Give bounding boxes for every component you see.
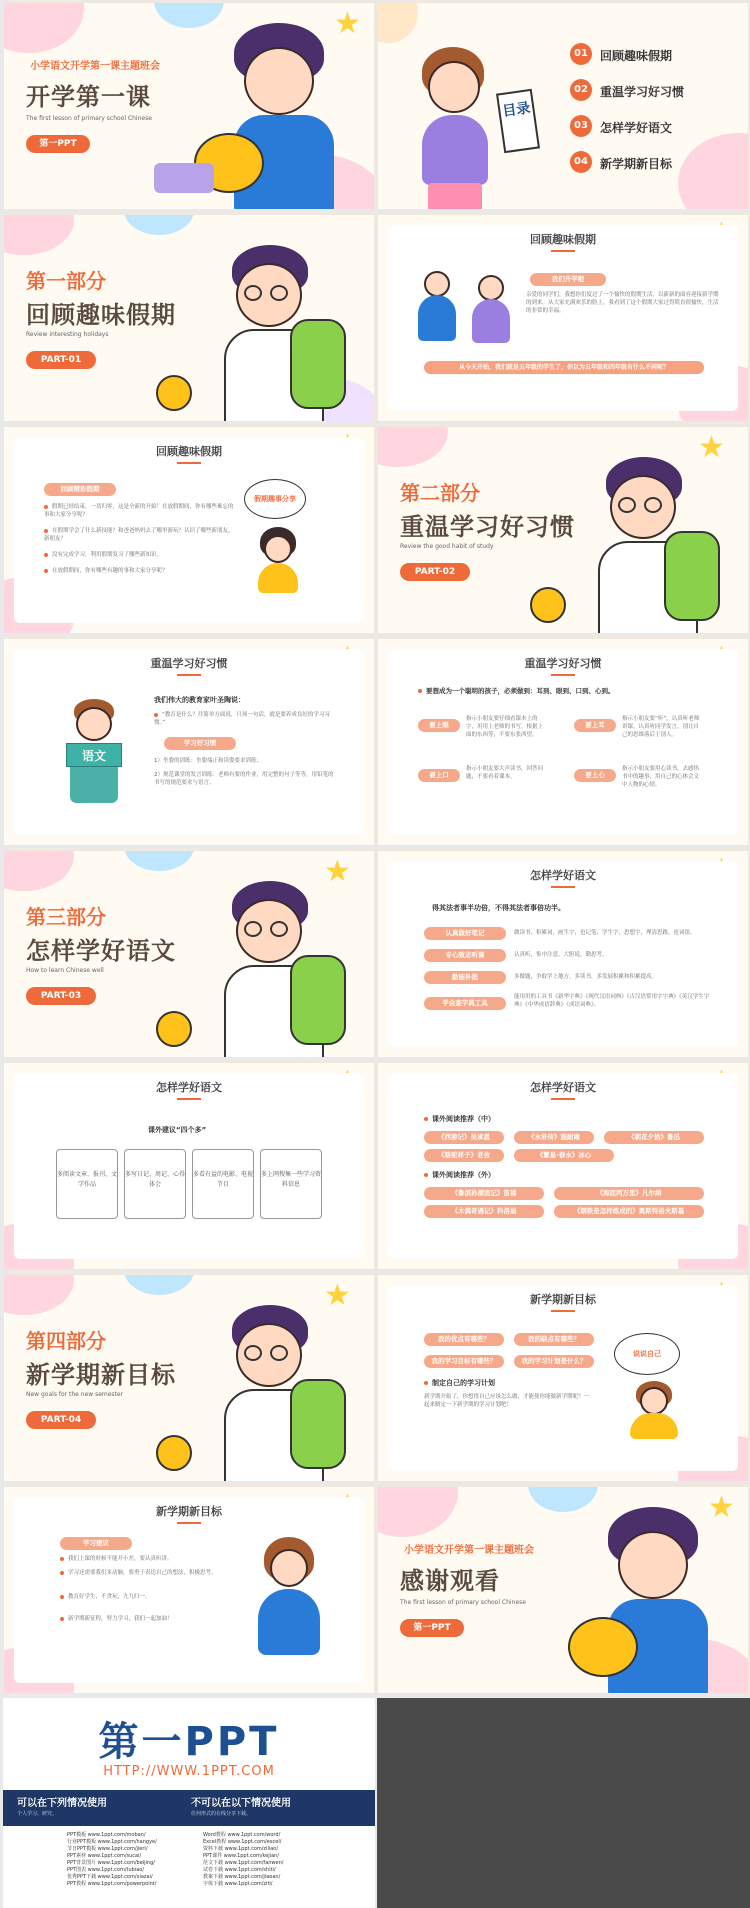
decor-blob — [377, 426, 448, 467]
slide-goal-a[interactable] — [377, 1274, 749, 1482]
suggestion-box: 多阅读文章、报刊、文学作品 — [56, 1149, 118, 1219]
decor-blob — [678, 133, 749, 210]
part-title: 新学期新目标 — [26, 1361, 176, 1389]
goal-tag: 我的优点有哪些？ — [424, 1333, 504, 1346]
decor-blob — [3, 2, 84, 53]
heading: 课外建议“四个多” — [148, 1126, 207, 1134]
link-item[interactable]: PPT背景图片 www.1ppt.com/beijing/ — [67, 1860, 155, 1866]
heading: 要想成为一个聪明的孩子，必须做到：耳到、眼到、口到、心到。 — [418, 687, 718, 695]
tag-label: 专心致志听课 — [424, 949, 506, 962]
slide-holiday-b[interactable] — [3, 426, 375, 634]
habit-text: 指示小朋友要仔细看课本上的字，用用上老师的书写，根据上面的东西等，不要东张西望。 — [466, 716, 544, 738]
girl-illustration — [408, 43, 498, 210]
link-item[interactable]: 资料下载 www.1ppt.com/ziliao/ — [203, 1846, 279, 1852]
suggestion-box: 多上网搜集一些学习资料信息 — [260, 1149, 322, 1219]
ball-icon — [530, 587, 566, 623]
can-use-title: 可以在下列情况使用 — [17, 1798, 107, 1809]
tag-label: 要上眼 — [418, 719, 460, 732]
cover-button[interactable]: 第一PPT — [26, 135, 90, 153]
slide-holiday-a[interactable] — [377, 214, 749, 422]
slide-title: 新学期新目标 — [4, 1503, 374, 1524]
part-number: 第四部分 — [26, 1329, 106, 1353]
part-button[interactable]: PART-03 — [26, 987, 96, 1005]
slide-chinese-a[interactable] — [377, 850, 749, 1058]
part-en: Review interesting holidays — [26, 331, 109, 338]
slide-title: 重温学习好习惯 — [4, 655, 374, 676]
tag-label: 认真做好笔记 — [424, 927, 506, 940]
part-button[interactable]: PART-02 — [400, 563, 470, 581]
tag-label: 学会查字典工具 — [424, 997, 506, 1010]
girl-reading-illustration — [624, 1381, 684, 1441]
kids-highfive-illustration — [418, 265, 518, 355]
thanks-subtitle: The first lesson of primary school Chinese — [400, 1599, 526, 1606]
slide-part-3[interactable] — [3, 850, 375, 1058]
method-text: 多做题，争取学上地方，多读书，多发展积累和积累提高。 — [514, 974, 658, 980]
slide-part-1[interactable] — [3, 214, 375, 422]
decor-blob — [124, 214, 194, 235]
slide-goal-b[interactable] — [3, 1486, 375, 1694]
link-item[interactable]: PPT图表 www.1ppt.com/tubiao/ — [67, 1867, 145, 1873]
method-text: 能用用的工具书《新华字典》《现代汉语词典》《古汉语常用字字典》《英汉学生字典》《中华成语辞典》《成语词典》。 — [514, 994, 710, 1008]
bullet-line: 在放假期间，你有哪些有趣的事和大家分享呢？ — [44, 567, 234, 575]
part-number: 第二部分 — [400, 481, 480, 505]
part-title: 重温学习好习惯 — [400, 513, 575, 541]
goal-tag: 我的学习目标有哪些？ — [424, 1355, 504, 1368]
highlight-bar: 从今天开始，我们就是五年级的学生了，你以为五年级和四年级有什么不同呢？ — [424, 361, 704, 374]
suggestion-box: 多写日记、周记、心得体会 — [124, 1149, 186, 1219]
part-number: 第三部分 — [26, 905, 106, 929]
habit-item: 2）规范课堂的发言训练：老师有要的作业，用完整的句子等等，用铅笔的书写的规范要求与语言。 — [154, 772, 334, 786]
toc-item-3[interactable]: 怎样学好语文 — [600, 121, 673, 135]
cover-small-title: 小学语文开学第一课主题班会 — [30, 61, 160, 72]
slide-habit-a[interactable] — [3, 638, 375, 846]
bullet-line: 假期已经结束，一切归零，这是全新的开始！在放假期间，你有哪些难忘的事和大家分享呢？ — [44, 504, 234, 518]
suggestion-box: 多看有益的电影、电视节目 — [192, 1149, 254, 1219]
decor-blob — [3, 850, 74, 891]
book-tag: 《繁星·春水》冰心 — [514, 1149, 614, 1162]
tag-label: 要上口 — [418, 769, 460, 782]
link-item[interactable]: 行业PPT模板 www.1ppt.com/hangye/ — [67, 1839, 157, 1845]
slide-title: 重温学习好习惯 — [378, 655, 748, 676]
toc-num[interactable]: 04 — [570, 151, 592, 173]
tag-label: 我们开学啦 — [530, 273, 606, 286]
link-item[interactable]: 教案下载 www.1ppt.com/jiaoan/ — [203, 1874, 281, 1880]
content-panel — [388, 1285, 738, 1471]
link-item[interactable]: Excel教程 www.1ppt.com/excel/ — [203, 1839, 282, 1845]
slide-title: 怎样学好语文 — [4, 1079, 374, 1100]
thanks-button[interactable]: 第一PPT — [400, 1619, 464, 1637]
tag-label: 学习好习惯 — [164, 737, 236, 750]
goal-tag: 我的缺点有哪些？ — [514, 1333, 594, 1346]
bullet-line: 学习还需要我们多动脑，要勇于表达自己的想法，积极思考。 — [60, 1569, 230, 1577]
section-heading: 课外阅读推荐（外） — [424, 1171, 495, 1179]
link-item[interactable]: Word教程 www.1ppt.com/word/ — [203, 1832, 281, 1838]
part-number: 第一部分 — [26, 269, 106, 293]
bullet-line: 没有完成学习，利用假期复习了哪些新知识。 — [44, 551, 234, 559]
toc-item-4[interactable]: 新学期新目标 — [600, 157, 673, 171]
book-tag: 《钢铁是怎样炼成的》奥斯特洛夫斯基 — [554, 1205, 704, 1218]
star-icon: ★ — [334, 6, 361, 41]
boy-glasses-illustration — [578, 457, 728, 634]
part-button[interactable]: PART-04 — [26, 1411, 96, 1429]
link-list-left — [67, 1832, 177, 1888]
section-heading: 课外阅读推荐（中） — [424, 1115, 495, 1123]
toc-num[interactable]: 03 — [570, 115, 592, 137]
link-item[interactable]: PPT素材 www.1ppt.com/sucai/ — [67, 1853, 142, 1859]
book-tag: 《鲁滨孙漂流记》笛福 — [424, 1187, 544, 1200]
boy-glasses-illustration — [204, 245, 354, 422]
cover-title: 开学第一课 — [26, 83, 151, 111]
part-title: 怎样学好语文 — [26, 937, 176, 965]
decor-blob — [3, 214, 74, 255]
habit-text: 指示小朋友要“听”，认真听老师讲课，认真听同学发言，别让自己的思维落后于别人。 — [622, 716, 700, 738]
brand-panel — [3, 1698, 375, 1908]
usage-bar — [3, 1790, 375, 1826]
slide-part-2[interactable] — [377, 426, 749, 634]
thanks-title: 感谢观看 — [400, 1567, 500, 1595]
habit-item: 1）坐姿的训练：坐姿端正和读姿要求训练； — [154, 758, 263, 764]
cannot-use-desc: 任何形式的在线分享下载。 — [191, 1811, 252, 1817]
content-panel — [388, 649, 738, 835]
toc-badge: 目录 — [496, 89, 540, 153]
girl-illustration — [254, 527, 304, 597]
book-label: 语文 — [66, 743, 122, 767]
link-item[interactable]: 节日PPT模板 www.1ppt.com/jieri/ — [67, 1846, 148, 1852]
toc-num[interactable]: 02 — [570, 79, 592, 101]
book-tag: 《海底两万里》凡尔纳 — [554, 1187, 704, 1200]
bullet-line: 在假期学会了什么新技能？和爸爸妈妈去了哪里游玩？认识了哪些新朋友，新朋友？ — [44, 528, 234, 542]
book-tag: 《朝花夕拾》鲁迅 — [604, 1131, 704, 1144]
part-en: How to learn Chinese well — [26, 967, 104, 974]
slide-title: 怎样学好语文 — [378, 867, 748, 888]
heading: 我们伟大的教育家叶圣陶说： — [154, 696, 245, 704]
tag-label: 学习建议 — [60, 1537, 132, 1550]
boy-glasses-illustration — [204, 1305, 354, 1482]
part-en: New goals for the new semester — [26, 1391, 124, 1398]
brand-logo: 第一PPT — [98, 1719, 280, 1765]
brand-url[interactable]: HTTP://WWW.1PPT.COM — [103, 1764, 275, 1779]
tag-label: 回顾精彩假期 — [44, 483, 116, 496]
can-use-desc: 个人学习、研究。 — [17, 1811, 58, 1817]
slide-thanks[interactable] — [377, 1486, 749, 1694]
goal-tag: 我的学习计划是什么？ — [514, 1355, 594, 1368]
bullet-line: 新学期新征程，努力学习，我们一起加油！ — [60, 1615, 230, 1623]
link-item[interactable]: 范文下载 www.1ppt.com/fanwen/ — [203, 1860, 284, 1866]
link-list-right — [203, 1832, 313, 1888]
link-item[interactable]: PPT教程 www.1ppt.com/powerpoint/ — [67, 1881, 157, 1887]
part-button[interactable]: PART-01 — [26, 351, 96, 369]
book-tag: 《西游记》吴承恩 — [424, 1131, 504, 1144]
tag-label: 勤能补拙 — [424, 971, 506, 984]
slide-chinese-c[interactable] — [377, 1062, 749, 1270]
body-text: 亲爱的同学们，我想你们度过了一个愉快的假期生活，以新新的面容迎接新学期的到来。从大家充满欢乐的脸上，我看到了这个假期大家过得简直很愉快，生活的非常的幸福。 — [526, 292, 719, 314]
quote: “教育是什么？往简单方面说，只须一句话，就是要养成良好的学习习惯。” — [154, 711, 334, 727]
slide-title: 回顾趣味假期 — [4, 443, 374, 464]
decor-blob — [124, 850, 194, 871]
link-item[interactable]: PPT模板 www.1ppt.com/moban/ — [67, 1832, 146, 1838]
plan-heading: 制定自己的学习计划 — [424, 1379, 495, 1387]
slide-habit-b[interactable] — [377, 638, 749, 846]
thought-cloud: 假期趣事分享 — [244, 479, 306, 519]
slide-title: 回顾趣味假期 — [378, 231, 748, 252]
plan-text: 新学期开始了，你想得自己应该怎么做，才能使你能做新学期呢？一起来制定一下新学期的学习计划吧！ — [424, 1394, 590, 1408]
star-icon: ★ — [324, 854, 351, 889]
teacher-illustration — [250, 1537, 330, 1657]
star-icon: ★ — [708, 1490, 735, 1525]
bullet-line: 我们上课的时候不能开小差，要认真听讲。 — [60, 1555, 230, 1563]
boy-glasses-illustration — [204, 881, 354, 1058]
link-item[interactable]: PPT课件 www.1ppt.com/kejian/ — [203, 1853, 280, 1859]
content-panel — [388, 1073, 738, 1259]
method-text: 认真听，集中注意，大胆说，勤思考。 — [514, 952, 608, 958]
boy-illustration — [578, 1507, 728, 1694]
habit-text: 指示小朋友要用心读书，去感悟书中的趣事，用自己的心体会文中人物的心情。 — [622, 766, 700, 788]
habit-text: 指示小朋友要大声读书，回答问题，不要看着课本。 — [466, 766, 544, 780]
link-item[interactable]: 优秀PPT下载 www.1ppt.com/xiazai/ — [67, 1874, 153, 1880]
toc-num[interactable]: 01 — [570, 43, 592, 65]
part-en: Review the good habit of study — [400, 543, 494, 550]
slide-part-4[interactable] — [3, 1274, 375, 1482]
slide-chinese-b[interactable] — [3, 1062, 375, 1270]
slide-cover[interactable] — [3, 2, 375, 210]
book-tag: 《水浒传》施耐庵 — [514, 1131, 594, 1144]
part-title: 回顾趣味假期 — [26, 301, 176, 329]
empty-area — [377, 1698, 750, 1908]
decor-blob — [124, 1274, 194, 1295]
tag-label: 要上心 — [574, 769, 616, 782]
ball-icon — [156, 1011, 192, 1047]
toc-item-2[interactable]: 重温学习好习惯 — [600, 85, 685, 99]
bullet-line: 教育好学生，不贪玩，九九归一。 — [60, 1593, 230, 1601]
star-icon: ★ — [324, 1278, 351, 1313]
slide-title: 怎样学好语文 — [378, 1079, 748, 1100]
decor-blob — [377, 2, 418, 43]
ball-icon — [156, 375, 192, 411]
link-item[interactable]: 字体下载 www.1ppt.com/ziti/ — [203, 1881, 273, 1887]
decor-blob — [377, 1486, 458, 1537]
slide-title: 新学期新目标 — [378, 1291, 748, 1312]
heading: 得其法者事半功倍，不得其法者事倍功半。 — [432, 904, 565, 912]
book-tag: 《骆驼祥子》老舍 — [424, 1149, 504, 1162]
link-item[interactable]: 试卷下载 www.1ppt.com/shiti/ — [203, 1867, 276, 1873]
thanks-small-title: 小学语文开学第一课主题班会 — [404, 1545, 534, 1556]
cover-subtitle: The first lesson of primary school Chinese — [26, 115, 152, 122]
star-icon: ★ — [698, 430, 725, 465]
slide-toc[interactable] — [377, 2, 749, 210]
ball-icon — [156, 1435, 192, 1471]
boy-illustration — [204, 23, 354, 210]
method-text: 做读书，积累词，画生字，也记笔，学生字，思想字，理清思路，连词组。 — [514, 930, 696, 936]
book-tag: 《木偶奇遇记》科洛迪 — [424, 1205, 544, 1218]
thought-cloud: 说说自己 — [614, 1333, 680, 1375]
toc-item-1[interactable]: 回顾趣味假期 — [600, 49, 673, 63]
decor-blob — [3, 1274, 74, 1315]
tag-label: 要上耳 — [574, 719, 616, 732]
cannot-use-title: 不可以在以下情况使用 — [191, 1798, 291, 1809]
